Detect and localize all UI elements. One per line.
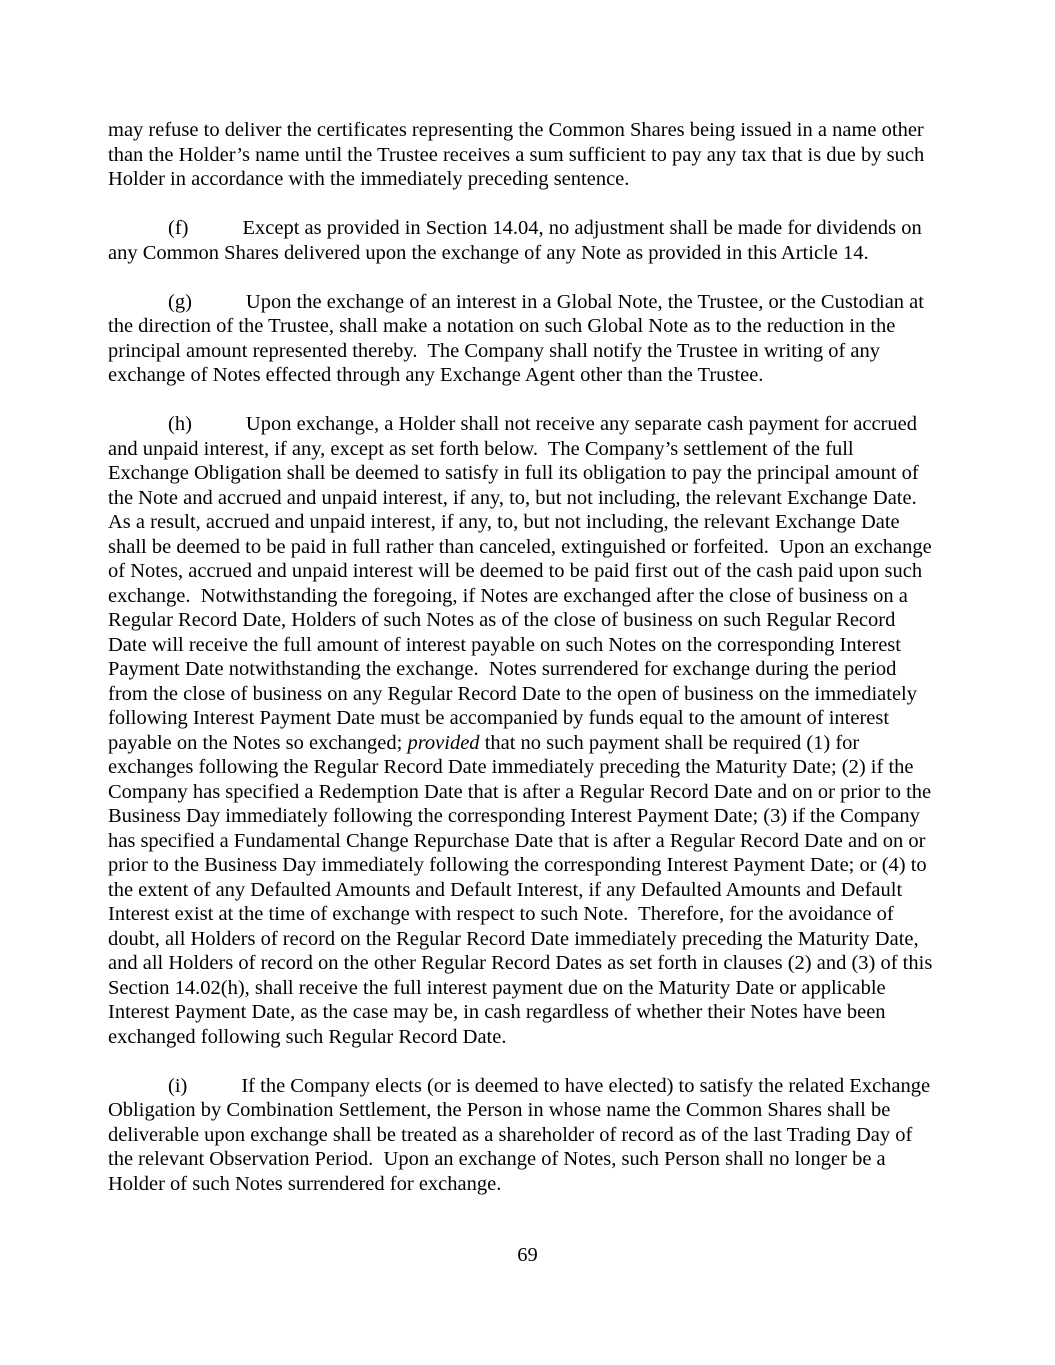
paragraph-continuation — [108, 118, 935, 192]
paragraph-marker: (g) — [168, 290, 192, 313]
text-run: may refuse to deliver the certificates representing the Common Shares being issued in a name other than the Holder’s name until the Trustee receives a sum sufficient to pay any tax that is due by such Holder in accordance with the immediately preceding sentence. — [108, 119, 930, 190]
paragraph-i — [108, 1074, 935, 1197]
text-run: If the Company elects (or is deemed to have elected) to satisfy the related Exchange Obligation by Combination Settlement, the Person in whose name the Common Shares shall be deliverable upon exchange shall be treated as a shareholder of record as of the last Trading Day of the relevant Observation Period. Upon an exchange of Notes, such Person shall no longer be a Holder of such Notes surrendered for exchange. — [108, 1074, 936, 1195]
paragraph-marker: (f) — [168, 217, 189, 239]
text-run: Upon exchange, a Holder shall not receive any separate cash payment for accrued and unpaid interest, if any, except as set forth below. The Company’s settlement of the full Exchange Obligation shall be deemed to satisfy in full its obligation to pay the principal amount of the Note and accrued and unpaid interest, if any, to, but not including, the relevant Exchange Date. As a result, accrued and unpaid interest, if any, to, but not including, the relevant Exchange Date shall be deemed to be paid in full rather than canceled, extinguished or forfeited. Upon an exchange of Notes, accrued and unpaid interest will be deemed to be paid first out of the cash paid upon such exchange. Notwithstanding the foregoing, if Notes are exchanged after the close of business on a Regular Record Date, Holders of such Notes as of the close of business on such Regular Record Date will receive the full amount of interest payable on such Notes on the corresponding Interest Payment Date notwithstanding the exchange. Notes surrendered for exchange during the period from the close of business on any Regular Record Date to the open of business on the immediately following Interest Payment Date must be accompanied by funds equal to the amount of interest payable on the Notes so exchanged; — [108, 413, 937, 754]
paragraph-marker: (h) — [168, 413, 192, 435]
paragraph-h — [108, 412, 938, 1049]
paragraph-f — [108, 216, 935, 265]
paragraph-g — [108, 290, 935, 388]
paragraph-marker: (i) — [168, 1074, 188, 1097]
italic-text-run: provided — [407, 731, 480, 754]
page-number: 69 — [517, 1243, 538, 1266]
page-body — [108, 118, 938, 1196]
text-run: that no such payment shall be required (1) for exchanges following the Regular Record Date immediately preceding the Maturity Date; (2) if the Company has specified a Redemption Date that is after a Regular Record Date and on or prior to the Business Day immediately following the corresponding Interest Payment Date; (3) if the Company has specified a Fundamental Change Repurchase Date that is after a Regular Record Date and on or prior to the Business Day immediately following the corresponding Interest Payment Date; or (4) to the extent of any Defaulted Amounts and Default Interest, if any Defaulted Amounts and Default Interest exist at the time of exchange with respect to such Note. Therefore, for the avoidance of doubt, all Holders of record on the Regular Record Date immediately preceding the Maturity Date, and all Holders of record on the other Regular Record Dates as set forth in clauses (2) and (3) of this Section 14.02(h), shall receive the full interest payment due on the Maturity Date or applicable Interest Payment Date, as the case may be, in cash regardless of whether their Notes have been exchanged following such Regular Record Date. — [108, 731, 938, 1048]
text-run: Upon the exchange of an interest in a Global Note, the Trustee, or the Custodian at the direction of the Trustee, shall make a notation on such Global Note as to the reduction in the principal amount represented thereby. The Company shall notify the Trustee in writing of any exchange of Notes effected through any Exchange Agent other than the Trustee. — [108, 290, 930, 386]
text-run: Except as provided in Section 14.04, no adjustment shall be made for dividends on any Common Shares delivered upon the exchange of any Note as provided in this Article 14. — [108, 217, 927, 264]
